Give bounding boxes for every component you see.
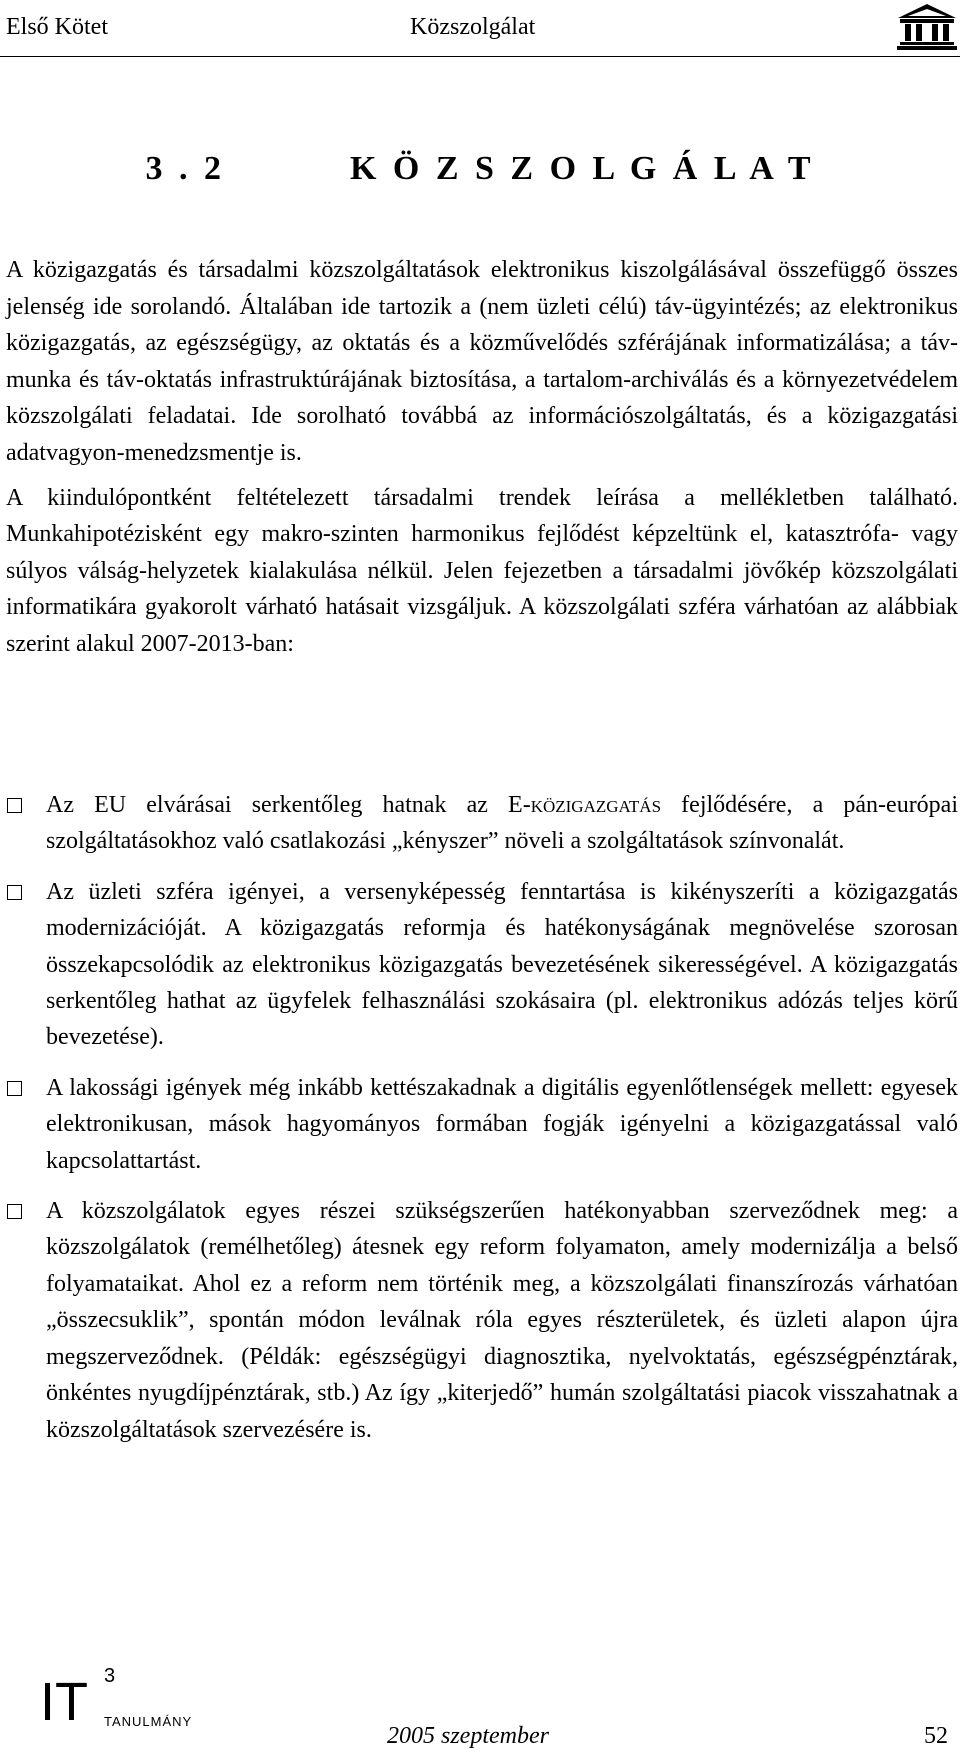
header-chapter: Közszolgálat xyxy=(410,14,536,40)
e-government-term: E-közigazgatás xyxy=(508,792,662,818)
page-header xyxy=(0,0,960,57)
section-name: K Ö Z S Z O L G Á L A T xyxy=(349,150,815,187)
paragraph: A közigazgatás és társadalmi közszolgáltatások elektronikus kiszolgálásával összefüggő összes jelenség ide sorolandó. Általában ide tartozik a (nem üzleti célú) táv-ügyintézés; az elektronikus közigazgatás, az egészségügy, az oktatás és a közművelődés szférájának informatizálása; a táv-munka és táv-oktatás infrastruktúrájának biztosítása, a tartalom-archiválás és a környezetvédelem közszolgálati feladatai. Ide sorolható továbbá az információszolgáltatás, és a közigazgatási adatvagyon-menedzsmentje is. xyxy=(6,257,958,466)
list-item-text-start: Az EU elvárásai serkentőleg hatnak az xyxy=(46,792,509,818)
section-number: 3 . 2 xyxy=(145,150,225,187)
list-item-text: Az üzleti szféra igényei, a versenyképesség fenntartása is kikényszeríti a közigazgatás modernizációját. A közigazgatás reformja és hatékonyságának megnövelése szorosan összekapcsolódik az elektronikus közigazgatás bevezetésének sikerességével. A közigazgatás serkentőleg hathat az ügyfelek felhasználási szokásaira (pl. elektronikus adózás teljes körű bevezetése). xyxy=(46,878,958,1051)
list-item xyxy=(6,874,958,1056)
list-item-text: A közszolgálatok egyes részei szükségszerűen hatékonyabban szerveződnek meg: a közszolgálatok (remélhetőleg) átesnek egy reform folyamaton, amely modernizálja a belső folyamataikat. Ahol ez a reform nem történik meg, a közszolgálati finanszírozás várhatóan „összecsuklik”, spontán módon leválnak róla egyes részterületek, és üzleti alapon újra megszerveződnek. (Példák: egészségügyi diagnosztika, nyelvoktatás, egészségpénztárak, önkéntes nyugdíjpénztárak, stb.) Az így „kiterjedő” humán szolgáltatási piacok visszahatnak a közszolgáltatások szervezésére is. xyxy=(46,1198,958,1443)
list-item xyxy=(6,1193,958,1448)
page-number: 52 xyxy=(924,1723,948,1749)
checkbox-bullet-icon xyxy=(7,798,22,813)
logo-subtitle: TANULMÁNY xyxy=(104,1714,193,1729)
checkbox-bullet-icon xyxy=(7,885,22,900)
paragraph: A kiindulópontként feltételezett társadalmi trendek leírása a mellékletben található. Munkahipotézisként egy makro-szinten harmonikus fejlődést képzeltünk el, katasztrófa- vagy súlyos válság-helyzetek kialakulása nélkül. Jelen fejezetben a társadalmi jövőkép közszolgálati informatikára gyakorolt várható hatásait vizsgáljuk. A közszolgálati szféra várhatóan az alábbiak szerint alakul 2007-2013-ban: xyxy=(6,484,958,657)
list-item-text-end: fejlődésére, a pán-európai szolgáltatásokhoz való csatlakozási „kényszer” növeli a szolgáltatások színvonalát. xyxy=(46,792,959,855)
section-title xyxy=(0,150,960,188)
footer-date: 2005 szeptember xyxy=(387,1723,549,1749)
bullet-list xyxy=(6,787,958,1462)
checkbox-bullet-icon xyxy=(7,1204,22,1219)
header-volume: Első Kötet xyxy=(6,14,108,40)
building-columns-icon xyxy=(896,2,958,50)
it3-logo xyxy=(38,1662,238,1742)
logo-main: IT xyxy=(40,1672,88,1732)
list-item xyxy=(6,787,958,860)
logo-superscript: 3 xyxy=(104,1665,116,1687)
checkbox-bullet-icon xyxy=(7,1081,22,1096)
body-text xyxy=(6,252,958,671)
list-item-text: A lakossági igények még inkább kettészakadnak a digitális egyenlőtlenségek mellett: egyesek elektronikusan, mások hagyományos formában fogják igényelni a közigazgatással való kapcsolattartást. xyxy=(46,1074,958,1174)
list-item xyxy=(6,1070,958,1179)
